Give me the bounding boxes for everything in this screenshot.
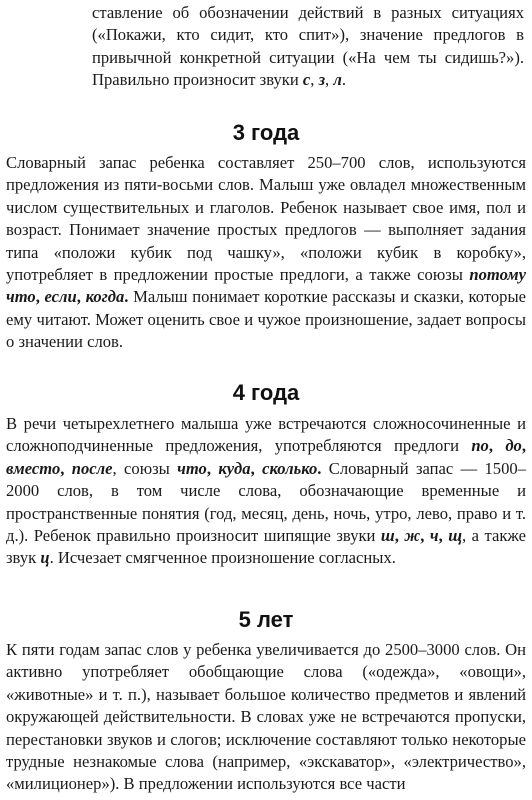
comma: , <box>35 287 45 307</box>
sound-shch: щ <box>448 526 463 546</box>
sound-ts: ц <box>40 548 50 568</box>
section-5-text-1: К пяти годам запас слов у ребенка увеличивается до 2500–3000 слов. Он активно употребляет обобщающие слова («одежда», «овощи», «животные» и т. п.), называет большое количество предметов и явлений окружающей действительности. В словах уже не встречаются пропуски, перестановки звуков и слогов; исключение составляют только некоторые трудные незнакомые слова (например, «экскаватор», «электричество», «милиционер»). В предложении используются все части <box>6 640 526 794</box>
section-4-text-4: , а также звук <box>6 526 527 568</box>
section-4-text-1: В речи четырехлетнего малыша уже встречаются сложносочиненные и сложноподчиненные предложения, употребляются предлоги <box>6 414 526 456</box>
sound-s: с <box>302 70 311 90</box>
conj-esli: если <box>44 287 77 307</box>
period: . <box>317 458 322 478</box>
section-3-text-1: Словарный запас ребенка составляет 250–700 слов, используются предложения из пяти-восьми слов. Малыш уже овладел множественным числом существительных и глаголов. Ребенок называет свое имя, пол и возраст. Понимает значение простых предлогов — выполняет задания типа «положи кубик под чашку», «положи кубик в коробку», употребляет в предложении простые предлоги, а также союзы <box>6 153 526 285</box>
intro-text: ставление об обозначении действий в разных ситуациях («Покажи, кто сидит, кто спит»), значение предлогов в привычной конкретной ситуации («На чем ты сидишь?»). Правильно произносит звуки <box>92 3 524 90</box>
conj-kogda: когда <box>85 287 125 307</box>
separator: , <box>310 70 319 90</box>
period: . <box>124 287 129 307</box>
period: . <box>341 70 347 90</box>
separator: , <box>325 70 334 90</box>
sound-z: з <box>318 70 326 90</box>
section-4-text-5: . Исчезает смягченное произношение согласных. <box>49 548 396 568</box>
section-5-paragraph <box>6 639 526 796</box>
comma: , <box>250 458 263 478</box>
comma: , <box>420 526 430 546</box>
comma: , <box>60 458 72 478</box>
section-4-text-3: Словарный запас — 1500–2000 слов, в том числе слова, обозначающие временные и пространственные понятия (год, месяц, день, ночь, утро, лево, право и т. д.). Ребенок правильно произносит шипящие звуки <box>6 458 526 546</box>
sound-sh: ш <box>380 526 395 546</box>
comma: , <box>521 436 526 456</box>
section-3-paragraph <box>6 152 526 354</box>
section-4-text-2: , союзы <box>112 458 178 478</box>
conj-potomu-chto: потому что <box>6 265 526 307</box>
section-heading-5-years: 5 лет <box>238 607 294 632</box>
section-3-text-2: Малыш понимает короткие рассказы и сказки, которые ему читают. Может оценить свое и чужое произношение, задает вопросы о значении слов. <box>6 287 526 352</box>
prep-po: по <box>471 436 489 456</box>
sound-zh: ж <box>404 526 421 546</box>
intro-paragraph <box>92 2 524 92</box>
section-4-paragraph <box>6 413 526 570</box>
conj-skolko: сколько <box>262 458 318 478</box>
conj-chto: что <box>177 458 207 478</box>
comma: , <box>76 287 86 307</box>
comma: , <box>438 526 449 546</box>
comma: , <box>206 458 219 478</box>
prep-do: до <box>505 436 522 456</box>
comma: , <box>488 436 506 456</box>
sound-l: л <box>333 70 342 90</box>
conj-kuda: куда <box>218 458 251 478</box>
prep-posle: после <box>71 458 113 478</box>
section-heading-4-years: 4 года <box>232 380 300 405</box>
prep-vmesto: вместо <box>6 458 61 478</box>
section-heading-3-years: 3 года <box>232 120 300 145</box>
comma: , <box>394 526 405 546</box>
sound-ch: ч <box>429 526 439 546</box>
